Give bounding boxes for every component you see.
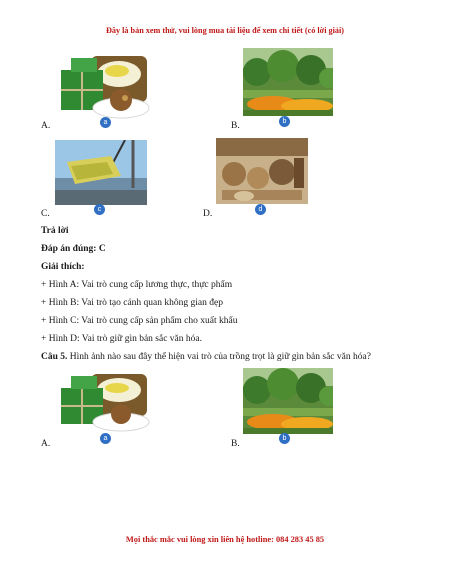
image-c-badge: c: [94, 204, 105, 215]
option-d-label: D.: [203, 209, 213, 219]
answer-heading: Trả lời: [41, 226, 69, 236]
hotline-footer: Mọi thắc mắc vui lòng xin liên hệ hotline: 084 283 45 85: [125, 535, 325, 544]
correct-answer: Đáp án đúng: C: [41, 244, 106, 254]
explanation-line-b: + Hình B: Vai trò tạo cảnh quan không gian đẹp: [41, 298, 223, 308]
explanation-line-d: + Hình D: Vai trò giữ gìn bản sắc văn hóa.: [41, 334, 202, 344]
image-d-craft-baskets: [216, 138, 308, 204]
question-5-text: Hình ảnh nào sau đây thể hiện vai trò của trồng trọt là giữ gìn bản sắc văn hóa?: [67, 352, 371, 362]
question-5-label: Câu 5.: [41, 352, 68, 362]
image-a-rice-cake: [53, 48, 153, 126]
image-a-badge: a: [100, 117, 111, 128]
preview-banner: Đây là bản xem thử, vui lòng mua tài liệu để xem chi tiết (có lời giải): [105, 26, 344, 35]
option-b-label: B.: [231, 121, 240, 131]
q5-image-a-rice-cake: [53, 368, 153, 438]
q5-option-a-label: A.: [41, 439, 51, 449]
question-5: [41, 352, 371, 362]
image-d-badge: d: [255, 204, 266, 215]
option-c-label: C.: [41, 209, 50, 219]
image-c-export-loading: [55, 140, 147, 205]
q5-image-a-badge: a: [100, 433, 111, 444]
explanation-heading: Giải thích:: [41, 262, 85, 272]
explanation-line-c: + Hình C: Vai trò cung cấp sản phẩm cho xuất khẩu: [41, 316, 238, 326]
q5-option-b-label: B.: [231, 439, 240, 449]
q5-image-b-badge: b: [279, 433, 290, 444]
image-b-badge: b: [279, 116, 290, 127]
image-b-flower-garden: [243, 48, 333, 116]
explanation-line-a: + Hình A: Vai trò cung cấp lương thực, thực phẩm: [41, 280, 233, 290]
option-a-label: A.: [41, 121, 51, 131]
q5-image-b-flower-garden: [243, 368, 333, 434]
